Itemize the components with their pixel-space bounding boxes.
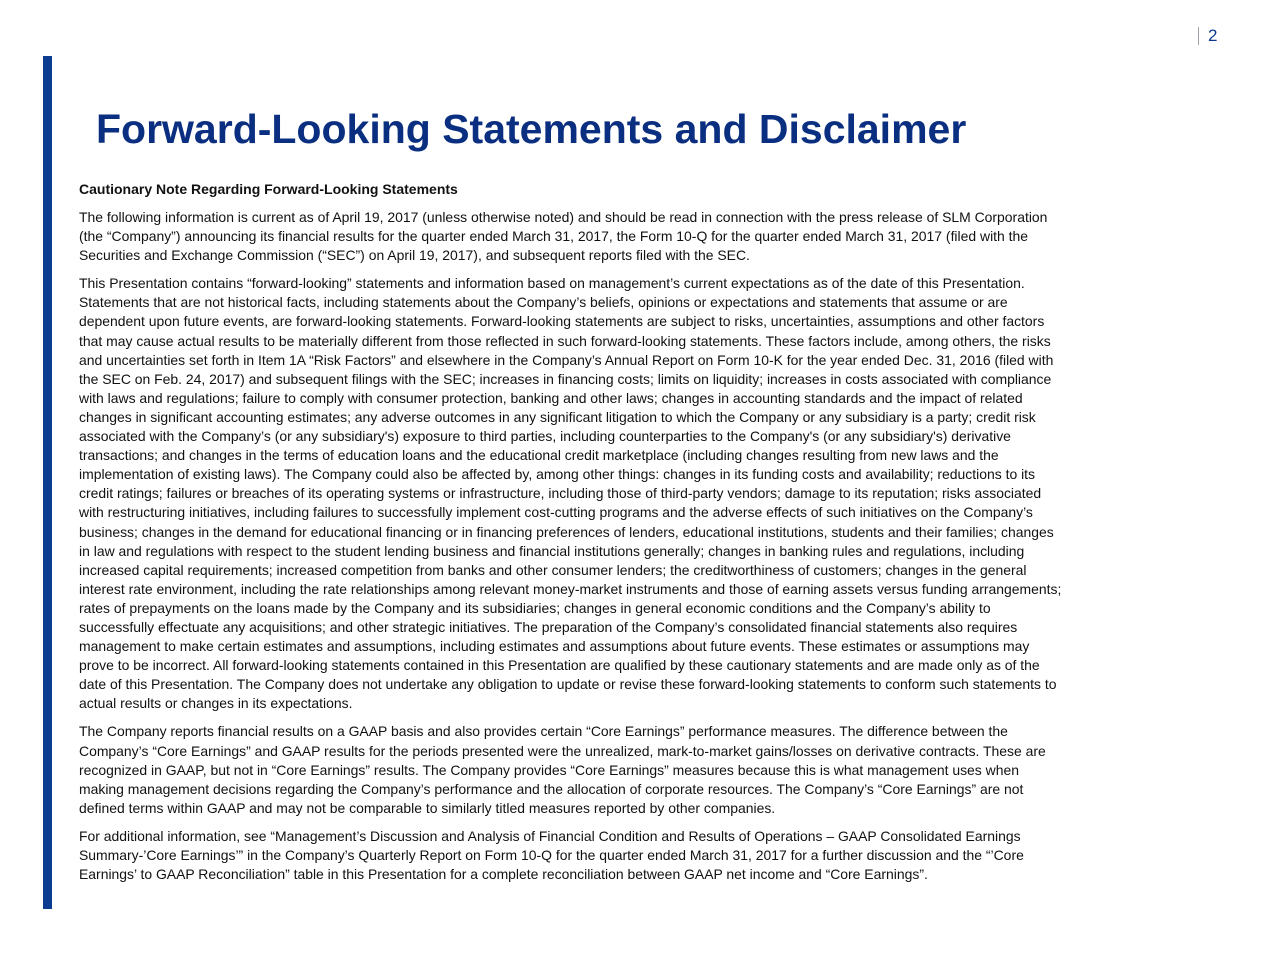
paragraph-line: increased capital requirements; increased competition from banks and other consumer lenders; the creditworthiness of customers; changes in the general [79,561,1027,578]
page-number: 2 [1208,26,1218,45]
page-number-divider [1198,27,1199,45]
paragraph-line: changes in significant accounting estimates; any adverse outcomes in any significant litigation to which the Company or any subsidiary is a party; credit risk [79,408,1036,425]
paragraph-line: with restructuring initiatives, including failures to successfully implement cost-cutting programs and the adverse effects of such initiatives on the Company’s [79,504,1033,521]
section-subheading: Cautionary Note Regarding Forward-Looking Statements [79,181,458,197]
paragraph-line: with laws and regulations; failure to comply with consumer protection, banking and other laws; changes in accounting standards and the impact of related [79,389,1023,406]
page-title: Forward-Looking Statements and Disclaimer [96,106,967,152]
paragraph-line: associated with the Company’s (or any subsidiary's) exposure to third parties, including counterparties to the Company's (or any subsidiary's) derivative [79,428,1011,445]
paragraph-line: interest rate environment, including the rate relationships among relevant money-market instruments and those of earning assets versus funding arrangements; [79,580,1062,597]
paragraph-line: transactions; and changes in the terms of education loans and the educational credit marketplace (including changes resulting from new laws and the [79,447,999,464]
paragraph-line: making management decisions regarding the Company’s performance and the allocation of corporate resources. The Company’s “Core Earnings” are not [79,780,1024,797]
paragraph-line: credit ratings; failures or breaches of its operating systems or infrastructure, including those of third-party vendors; damage to its reputation; risks associated [79,485,1042,502]
paragraph-line: Statements that are not historical facts, including statements about the Company’s beliefs, opinions or expectations and statements that assume or are [79,294,1008,311]
paragraph-line: Securities and Exchange Commission (“SEC”) on April 19, 2017), and subsequent reports filed with the SEC. [79,247,750,264]
paragraph-line: Earnings’ to GAAP Reconciliation” table in this Presentation for a complete reconciliation between GAAP net income and “Core Earnings”. [79,866,928,883]
paragraph-line: The following information is current as of April 19, 2017 (unless otherwise noted) and should be read in connection with the press release of SLM Corporation [79,209,1048,225]
paragraph-line: Company’s “Core Earnings” and GAAP results for the periods presented were the unrealized, mark-to-market gains/losses on derivative contracts. These are [79,742,1046,759]
paragraph-line: and uncertainties set forth in Item 1A “Risk Factors” and elsewhere in the Company’s Annual Report on Form 10-K for the year ended Dec. 31, 2016 (filed with [79,351,1054,368]
paragraph-line: business; changes in the demand for educational financing or in financing preferences of lenders, educational institutions, students and their families; changes [79,523,1054,540]
paragraph-line: dependent upon future events, are forward-looking statements. Forward-looking statements are subject to risks, uncertainties, assumptions and other factors [79,313,1045,330]
paragraph [79,208,1229,265]
paragraph-line: defined terms within GAAP and may not be comparable to similarly titled measures reported by other companies. [79,799,776,816]
paragraph-line: the SEC on Feb. 24, 2017) and subsequent filings with the SEC; increases in financing costs; limits on liquidity; increases in costs associated with compliance [79,370,1052,387]
paragraph [79,722,1229,817]
paragraph-line: date of this Presentation. The Company does not undertake any obligation to update or revise these forward-looking statements to conform such statements to [79,676,1057,693]
paragraph-list [79,208,1229,884]
paragraph-line: The Company reports financial results on a GAAP basis and also provides certain “Core Earnings” performance measures. The difference between the [79,723,1008,740]
paragraph-line: This Presentation contains “forward-looking” statements and information based on management’s current expectations as of the date of this Presentation. [79,275,1025,292]
paragraph-line: For additional information, see “Management’s Discussion and Analysis of Financial Condition and Results of Operations – GAAP Consolidated Earnings [79,827,1021,844]
accent-bar [43,56,52,909]
paragraph [79,274,1229,713]
paragraph-line: recognized in GAAP, but not in “Core Earnings” results. The Company provides “Core Earnings” measures because this is what management uses when [79,761,1019,778]
paragraph [79,827,1229,884]
paragraph-line: Summary-’Core Earnings’” in the Company’s Quarterly Report on Form 10-Q for the quarter ended March 31, 2017 for a further discussion and the “’Core [79,847,1024,863]
paragraph-line: successfully effectuate any acquisitions; and other strategic initiatives. The preparation of the Company’s consolidated financial statements also requires [79,618,1018,635]
paragraph-line: management to make certain estimates and assumptions, including estimates and assumptions about future events. These estimates or assumptions may [79,638,1030,655]
paragraph-line: that may cause actual results to be materially different from those reflected in such forward-looking statements. These factors include, among others, the risks [79,332,1051,349]
paragraph-line: in law and regulations with respect to the student lending business and financial institutions generally; changes in banking rules and regulations, including [79,542,1025,559]
paragraph-line: actual results or changes in its expectations. [79,695,353,712]
paragraph-line: rates of prepayments on the loans made by the Company and its subsidiaries; changes in general economic conditions and the Company’s ability to [79,599,991,616]
disclaimer-content [79,180,1229,893]
paragraph-line: (the “Company”) announcing its financial results for the quarter ended March 31, 2017, the Form 10-Q for the quarter ended March 31, 2017 (filed with the [79,228,1029,245]
paragraph-line: implementation of existing laws). The Company could also be affected by, among other things: changes in its funding costs and availability; reductions to its [79,466,1036,483]
paragraph-line: prove to be incorrect. All forward-looking statements contained in this Presentation are qualified by these cautionary statements and are made only as of the [79,657,1040,674]
